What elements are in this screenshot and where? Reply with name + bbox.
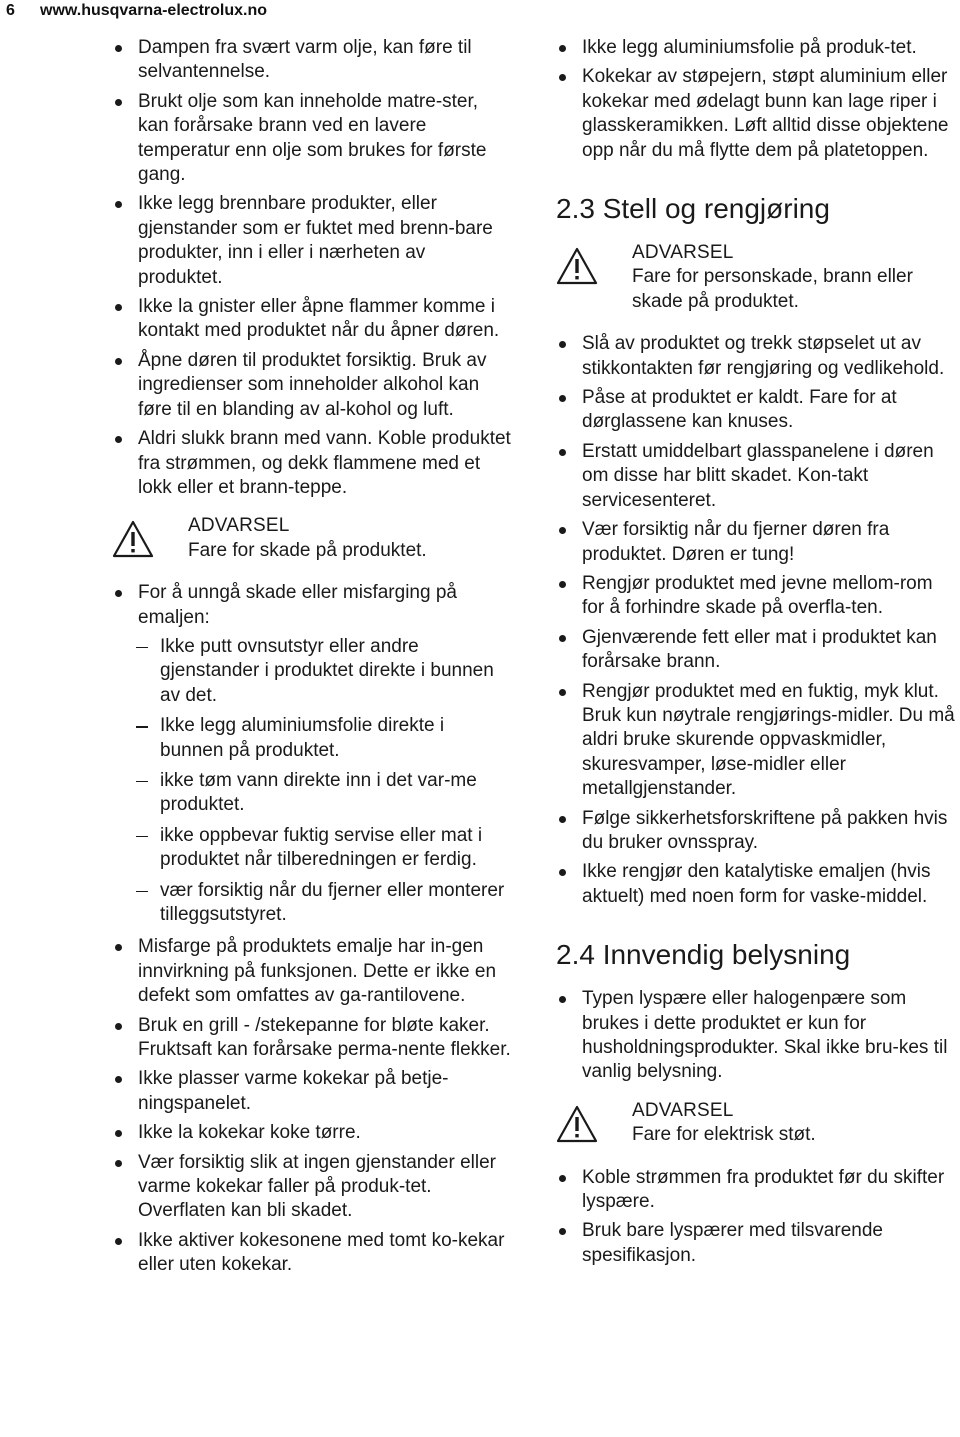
list-item: Ikke la gnister eller åpne flammer komme i kontakt med produktet når du åpner døren.	[112, 295, 512, 344]
bullet-list	[556, 36, 960, 163]
list-item: Ikke legg brennbare produkter, eller gjenstander som er fuktet med brenn-bare produkter, inn i eller i nærheten av produktet.	[112, 192, 512, 290]
list-item: Gjenværende fett eller mat i produktet kan forårsake brann.	[556, 626, 960, 675]
list-item: Påse at produktet er kaldt. Fare for at dørglassene kan knuses.	[556, 386, 960, 435]
list-item: Dampen fra svært varm olje, kan føre til selvantennelse.	[112, 36, 512, 85]
dash-item: ikke oppbevar fuktig servise eller mat i produktet når tilberedningen er ferdig.	[112, 824, 512, 873]
dash-item: Ikke putt ovnsutstyr eller andre gjenstander i produktet direkte i bunnen av det.	[112, 635, 512, 708]
warning-box	[112, 514, 512, 563]
list-item: Ikke plasser varme kokekar på betje-ningspanelet.	[112, 1067, 512, 1116]
list-item: Rengjør produktet med en fuktig, myk klut. Bruk kun nøytrale rengjørings-midler. Du må aldri bruke skurende oppvaskmidler, skuresvamper, løse-midler eller metallgjenstander.	[556, 680, 960, 802]
site-url: www.husqvarna-electrolux.no	[40, 2, 268, 19]
bullet-list	[112, 935, 512, 1277]
warning-title: ADVARSEL	[188, 515, 290, 537]
list-item: Ikke rengjør den katalytiske emaljen (hvis aktuelt) med noen form for vaske-middel.	[556, 860, 960, 909]
list-item	[112, 581, 512, 630]
bullet-list	[112, 581, 512, 630]
list-item: Kokekar av støpejern, støpt aluminium eller kokekar med ødelagt bunn kan lage riper i glasskeramikken. Løft alltid disse objektene opp når du må flytte dem på platetoppen.	[556, 65, 960, 163]
list-item: Koble strømmen fra produktet før du skifter lyspære.	[556, 1166, 960, 1215]
list-item: Åpne døren til produktet forsiktig. Bruk av ingredienser som inneholder alkohol kan føre til en blanding av al-kohol og luft.	[112, 349, 512, 422]
warning-title: ADVARSEL	[632, 1099, 734, 1121]
list-item: Brukt olje som kan inneholde matre-ster, kan forårsake brann ved en lavere temperatur enn olje som brukes for første gang.	[112, 90, 512, 188]
bullet-list	[556, 332, 960, 909]
warning-box	[556, 1099, 960, 1148]
left-column	[112, 36, 512, 1283]
list-item: Ikke legg aluminiumsfolie på produk-tet.	[556, 36, 960, 60]
warning-text: Fare for personskade, brann eller skade på produktet.	[632, 266, 913, 312]
dash-item: Ikke legg aluminiumsfolie direkte i bunnen på produktet.	[112, 714, 512, 763]
list-item: Vær forsiktig slik at ingen gjenstander eller varme kokekar faller på produk-tet. Overflaten kan bli skadet.	[112, 1151, 512, 1224]
warning-triangle-icon	[556, 247, 598, 285]
warning-triangle-icon	[556, 1105, 598, 1143]
warning-text: Fare for elektrisk støt.	[632, 1124, 816, 1146]
list-item: Bruk en grill - /stekepanne for bløte kaker. Fruktsaft kan forårsake perma-nente flekker.	[112, 1014, 512, 1063]
page-number: 6	[6, 2, 15, 19]
section-heading: 2.3 Stell og rengjøring	[556, 193, 830, 225]
warning-title: ADVARSEL	[632, 242, 734, 264]
list-item: Bruk bare lyspærer med tilsvarende spesifikasjon.	[556, 1219, 960, 1268]
dash-list	[112, 635, 512, 927]
list-item: Følge sikkerhetsforskriftene på pakken hvis du bruker ovnsspray.	[556, 807, 960, 856]
list-item: Erstatt umiddelbart glasspanelene i døren om disse har blitt skadet. Kon-takt servicesenteret.	[556, 440, 960, 513]
list-item: Slå av produktet og trekk støpselet ut av stikkontakten før rengjøring og vedlikehold.	[556, 332, 960, 381]
section-heading: 2.4 Innvendig belysning	[556, 939, 851, 971]
list-item-text: For å unngå skade eller misfarging på emaljen:	[138, 582, 457, 628]
bullet-list	[556, 1166, 960, 1269]
list-item: Misfarge på produktets emalje har in-gen innvirkning på funksjonen. Dette er ikke en defekt som omfattes av ga-rantilovene.	[112, 935, 512, 1008]
warning-text: Fare for skade på produktet.	[188, 539, 427, 561]
warning-box	[556, 241, 960, 314]
list-item: Ikke la kokekar koke tørre.	[112, 1121, 512, 1145]
list-item: Ikke aktiver kokesonene med tomt ko-kekar eller uten kokekar.	[112, 1229, 512, 1278]
list-item: Aldri slukk brann med vann. Koble produktet fra strømmen, og dekk flammene med et lokk eller et brann-teppe.	[112, 427, 512, 500]
bullet-list	[112, 36, 512, 500]
list-item: Rengjør produktet med jevne mellom-rom for å forhindre skade på overfla-ten.	[556, 572, 960, 621]
dash-item: vær forsiktig når du fjerner eller monterer tilleggsutstyret.	[112, 879, 512, 928]
dash-item: ikke tøm vann direkte inn i det var-me produktet.	[112, 769, 512, 818]
right-column	[556, 36, 960, 1273]
list-item: Vær forsiktig når du fjerner døren fra produktet. Døren er tung!	[556, 518, 960, 567]
warning-triangle-icon	[112, 520, 154, 558]
list-item: Typen lyspære eller halogenpære som brukes i dette produktet er kun for husholdningsprodukter. Skal ikke bru-kes til vanlig belysning.	[556, 987, 960, 1085]
bullet-list	[556, 987, 960, 1085]
